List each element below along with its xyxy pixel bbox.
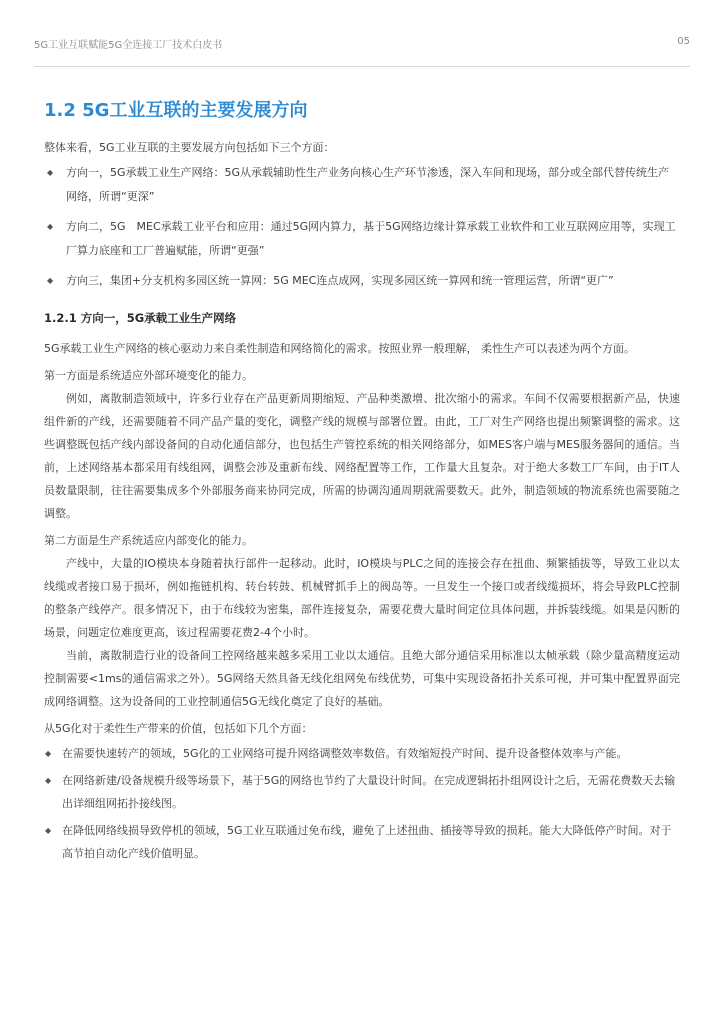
header-divider — [34, 66, 690, 67]
direction-text: 方向二，5G MEC承载工业平台和应用：通过5G网内算力，基于5G网络边缘计算承载工业软件和工业互联网应用等，实现工厂算力底座和工厂普遍赋能，所谓“更强” — [66, 220, 676, 257]
document-title: 5G工业互联赋能5G全连接工厂技术白皮书 — [34, 40, 223, 51]
list-item — [44, 161, 680, 209]
aspect1-body: 例如，离散制造领域中，许多行业存在产品更新周期缩短、产品种类激增、批次缩小的需求。车间不仅需要根据新产品，快速组件新的产线，还需要随着不同产品产量的变化，调整产线的规模与部署位置。由此，工厂对生产网络也提出频繁调整的需求。这些调整既包括产线内部设备间的自动化通信部分，也包括生产管控系统的相关网络部分，如MES客户端与MES服务器间的通信。当前，上述网络基本都采用有线组网，调整会涉及重新布线、网络配置等工作，工作量大且复杂。对于绝大多数工厂车间，由于IT人员数量限制，往往需要集成多个外部服务商来协同完成，所需的协调沟通周期就需要数天。此外，制造领域的物流系统也需要随之调整。 — [44, 392, 680, 520]
direction-text: 方向三，集团+分支机构多园区统一算网：5G MEC连点成网，实现多园区统一算网和统一管理运营，所谓“更广” — [66, 274, 614, 287]
aspect2-title: 第二方面是生产系统适应内部变化的能力。 — [44, 534, 253, 547]
aspect1-title: 第一方面是系统适应外部环境变化的能力。 — [44, 369, 253, 382]
diamond-bullet-icon: ◆ — [47, 222, 54, 231]
list-item — [44, 742, 680, 765]
aspect2-body-2: 当前，离散制造行业的设备间工控网络越来越多采用工业以太通信。且绝大部分通信采用标准以太帧承载（除少量高精度运动控制需要<1ms的通信需求之外）。5G网络天然具备无线化组网免布线优势，可集中实现设备拓扑关系可视，并可集中配置界面完成网络调整。这为设备间的工业控制通信5G无线化奠定了良好的基础。 — [44, 649, 680, 708]
subsection-lead: 5G承载工业生产网络的核心驱动力来自柔性制造和网络简化的需求。按照业界一般理解， 柔性生产可以表述为两个方面。 — [44, 342, 636, 355]
list-item — [44, 819, 680, 865]
diamond-bullet-icon: ◆ — [45, 776, 52, 785]
diamond-bullet-icon: ◆ — [45, 749, 52, 758]
value-lead: 从5G化对于柔性生产带来的价值，包括如下几个方面： — [44, 722, 313, 735]
diamond-bullet-icon: ◆ — [47, 276, 54, 285]
subsection-heading: 1.2.1 方向一，5G承载工业生产网络 — [44, 311, 237, 325]
section-heading: 1.2 5G工业互联的主要发展方向 — [44, 100, 308, 121]
list-item — [44, 769, 680, 815]
value-text: 在需要快速转产的领域，5G化的工业网络可提升网络调整效率数倍。有效缩短投产时间、提升设备整体效率与产能。 — [62, 747, 628, 760]
direction-text: 方向一，5G承载工业生产网络：5G从承载辅助性生产业务向核心生产环节渗透，深入车间和现场，部分或全部代替传统生产网络，所谓“更深” — [66, 166, 670, 203]
page-header — [34, 36, 690, 52]
value-text: 在网络新建/设备规模升级等场景下，基于5G的网络也节约了大量设计时间。在完成逻辑拓扑组网设计之后，无需花费数天去输出详细组网拓扑接线图。 — [62, 774, 676, 810]
page-body — [44, 100, 680, 869]
value-text: 在降低网络线损导致停机的领域，5G工业互联通过免布线，避免了上述扭曲、插接等导致的损耗。能大大降低停产时间。对于高节拍自动化产线价值明显。 — [62, 824, 672, 860]
value-list — [44, 742, 680, 865]
page-number: 05 — [677, 36, 690, 47]
aspect2-body-1: 产线中，大量的IO模块本身随着执行部件一起移动。此时，IO模块与PLC之间的连接会存在扭曲、频繁插拔等，导致工业以太线缆或者接口易于损坏，例如拖链机构、转台转鼓、机械臂抓手上的阀岛等。一旦发生一个接口或者线缆损坏，将会导致PLC控制的整条产线停产。很多情况下，由于布线较为密集，部件连接复杂，需要花费大量时间定位具体问题，并拆装线缆。如果是闪断的场景，问题定位难度更高，该过程需要花费2-4个小时。 — [44, 557, 680, 639]
section-intro: 整体来看，5G工业互联的主要发展方向包括如下三个方面： — [44, 141, 335, 154]
diamond-bullet-icon: ◆ — [47, 168, 54, 177]
diamond-bullet-icon: ◆ — [45, 826, 52, 835]
list-item — [44, 269, 680, 293]
list-item — [44, 215, 680, 263]
direction-list — [44, 161, 680, 293]
